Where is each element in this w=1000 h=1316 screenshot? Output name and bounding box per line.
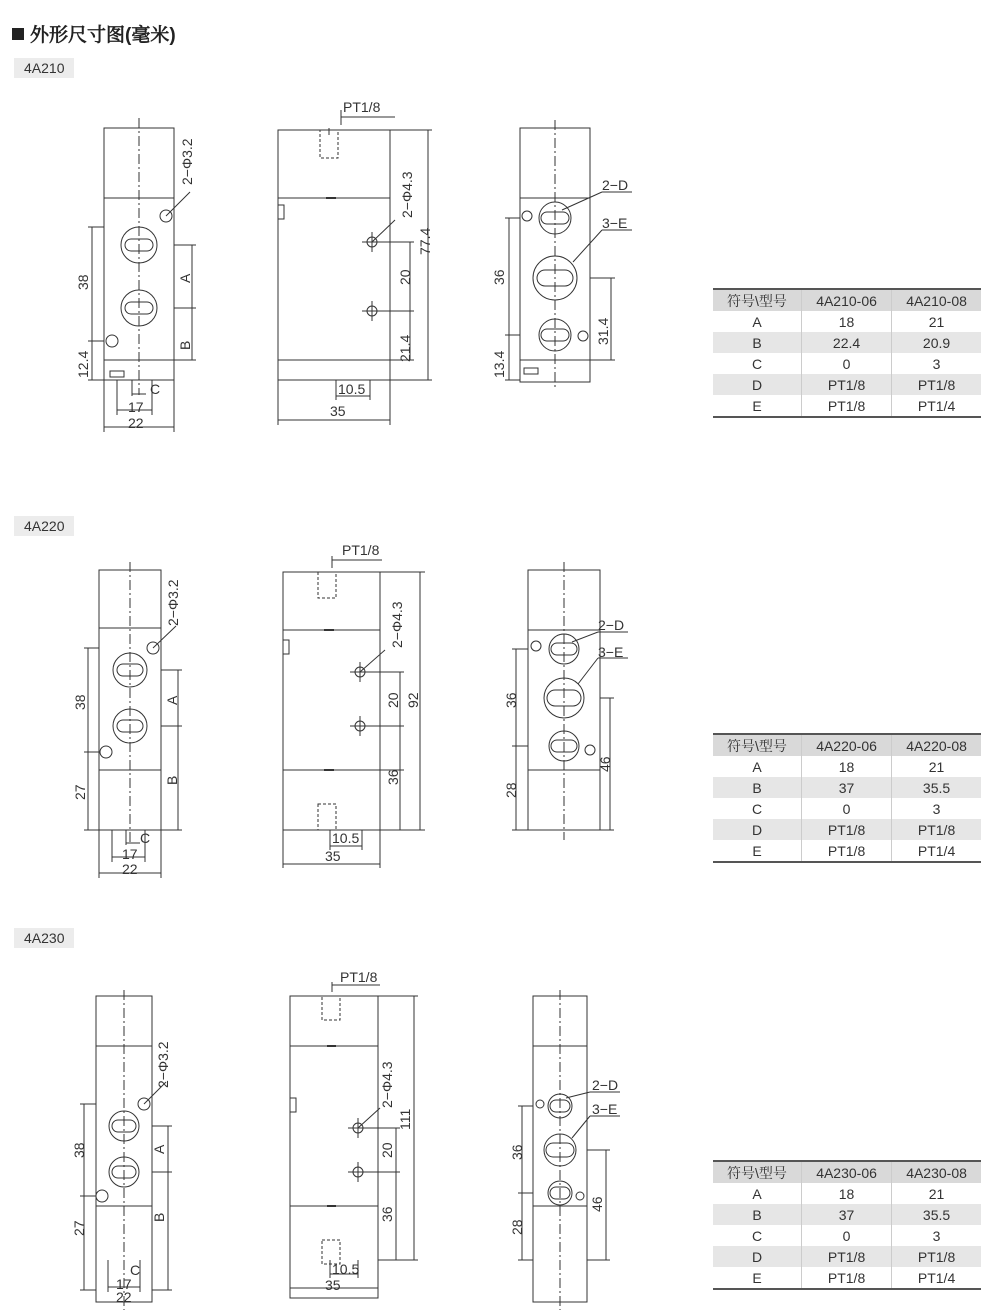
dim-111: 111 (397, 1108, 413, 1130)
dim-46: 46 (589, 1196, 605, 1212)
table-cell: 22.4 (802, 332, 892, 353)
table-cell: 21 (892, 1183, 981, 1204)
label-pt18: PT1/8 (340, 969, 378, 985)
table-cell: C (751, 800, 763, 817)
dim-17: 17 (128, 399, 144, 415)
table-cell: B (713, 332, 802, 353)
table-cell: 37 (802, 1204, 892, 1225)
table-cell: PT1/4 (892, 395, 981, 417)
table-cell: D (713, 1246, 802, 1267)
dim-dia-small: 2−Φ3.2 (155, 1041, 171, 1088)
dim-20: 20 (385, 692, 401, 708)
spec-table-4a230 (713, 1160, 981, 1290)
dim-35: 35 (325, 848, 341, 864)
dim-10-5: 10.5 (338, 381, 366, 397)
table-cell: 20.9 (892, 332, 981, 353)
table-cell: 21 (892, 756, 981, 777)
table-cell: E (713, 395, 802, 417)
label-pt18: PT1/8 (343, 99, 381, 115)
port-3-E: 3−E (598, 644, 624, 660)
dim-36: 36 (509, 1144, 525, 1160)
dims-4a230-front (325, 969, 413, 1293)
table-cell: PT1/4 (892, 1267, 981, 1289)
table-cell: E (713, 840, 802, 862)
dim-36: 36 (379, 1206, 395, 1222)
table-cell: 35.5 (892, 777, 981, 798)
table-header-cell: 符号\型号 (713, 1161, 802, 1183)
table-cell: B (713, 777, 802, 798)
page-title-text: 外形尺寸图(毫米) (30, 25, 176, 46)
dim-38: 38 (75, 274, 91, 290)
dim-B: B (177, 340, 193, 350)
port-3-E: 3−E (592, 1101, 618, 1117)
dim-22: 22 (122, 861, 138, 877)
table-cell: PT1/8 (892, 819, 981, 840)
dims-4a230-end (509, 1077, 618, 1235)
table-cell: 18 (802, 756, 892, 777)
dim-22: 22 (116, 1289, 132, 1305)
dim-38: 38 (71, 1142, 87, 1158)
dim-92: 92 (405, 692, 421, 708)
table-header-cell: 符号\型号 (713, 734, 802, 756)
label-pt18: PT1/8 (342, 542, 380, 558)
table-cell: PT1/8 (802, 819, 892, 840)
dim-dia-big: 2−Φ4.3 (389, 601, 405, 648)
port-2-D: 2−D (592, 1077, 619, 1093)
dims-4a210-side (75, 138, 195, 431)
table-cell: 18 (802, 311, 892, 332)
port-2-D: 2−D (602, 177, 629, 193)
table-cell: E (713, 1267, 802, 1289)
table-cell: 3 (892, 798, 981, 819)
table-cell: 0 (802, 798, 892, 819)
dim-dia-small: 2−Φ3.2 (165, 579, 181, 626)
table-cell: 21 (892, 311, 981, 332)
table-cell: A (752, 1185, 762, 1202)
dim-46: 46 (597, 756, 613, 772)
drawing-4a210-end (505, 120, 632, 390)
spec-table-4a220 (713, 733, 981, 863)
table-cell: B (713, 1204, 802, 1225)
dim-27: 27 (71, 1220, 87, 1236)
dim-35: 35 (325, 1277, 341, 1293)
dim-12-4: 12.4 (75, 350, 91, 378)
dim-C: C (140, 830, 151, 846)
table-cell: C (751, 1227, 763, 1244)
table-cell: 0 (802, 353, 892, 374)
table-header-cell: 4A210-06 (802, 289, 892, 311)
table-header-cell: 4A220-06 (802, 734, 892, 756)
table-header-cell: 4A220-08 (892, 734, 981, 756)
drawing-4a230-front (290, 982, 418, 1298)
dim-36: 36 (491, 269, 507, 285)
dim-22: 22 (128, 415, 144, 431)
table-header-cell: 符号\型号 (713, 289, 802, 311)
section-tag-4a230: 4A230 (14, 928, 74, 948)
table-header-cell: 4A230-08 (892, 1161, 981, 1183)
dim-27: 27 (72, 784, 88, 800)
dim-A: A (177, 273, 193, 283)
dim-A: A (164, 695, 180, 705)
table-cell: 0 (802, 1225, 892, 1246)
dim-C: C (130, 1262, 141, 1278)
table-cell: C (751, 355, 763, 372)
table-cell: 3 (892, 353, 981, 374)
table-cell: 18 (802, 1183, 892, 1204)
table-cell: PT1/8 (802, 395, 892, 417)
port-2-D: 2−D (598, 617, 625, 633)
dim-13-4: 13.4 (491, 350, 507, 378)
dim-17: 17 (116, 1276, 132, 1292)
drawing-4a220-end (512, 562, 628, 840)
dim-dia-big: 2−Φ4.3 (399, 171, 415, 218)
dim-28: 28 (503, 782, 519, 798)
drawing-4a230-end (518, 990, 620, 1310)
dim-dia-big: 2−Φ4.3 (379, 1061, 395, 1108)
section-tag-4a210: 4A210 (14, 58, 74, 78)
table-cell: D (713, 819, 802, 840)
table-cell: PT1/8 (802, 840, 892, 862)
table-cell: A (752, 758, 762, 775)
dim-20: 20 (397, 269, 413, 285)
port-3-E: 3−E (602, 215, 628, 231)
table-cell: 3 (892, 1225, 981, 1246)
table-cell: PT1/8 (892, 1246, 981, 1267)
dim-36: 36 (503, 692, 519, 708)
dim-dia-small: 2−Φ3.2 (179, 138, 195, 185)
table-cell: PT1/8 (802, 1267, 892, 1289)
section-tag-4a220: 4A220 (14, 516, 74, 536)
dim-17: 17 (122, 846, 138, 862)
table-cell: PT1/8 (802, 1246, 892, 1267)
dim-A: A (151, 1144, 167, 1154)
dim-77-4: 77.4 (417, 227, 433, 255)
dim-31-4: 31.4 (595, 317, 611, 345)
dim-20: 20 (379, 1142, 395, 1158)
spec-table-4a210 (713, 288, 981, 418)
table-cell: A (752, 313, 762, 330)
dim-35: 35 (330, 403, 346, 419)
table-cell: 37 (802, 777, 892, 798)
dim-B: B (151, 1212, 167, 1222)
drawing-4a210-front (278, 110, 432, 425)
dim-28: 28 (509, 1219, 525, 1235)
table-cell: D (713, 374, 802, 395)
dims-4a210-front (330, 99, 433, 419)
dim-36: 36 (385, 769, 401, 785)
dim-10-5: 10.5 (332, 1261, 360, 1277)
dim-38: 38 (72, 694, 88, 710)
table-header-cell: 4A230-06 (802, 1161, 892, 1183)
dims-4a230-side (71, 1041, 171, 1305)
dims-4a220-front (325, 542, 421, 864)
table-cell: 35.5 (892, 1204, 981, 1225)
dim-B: B (164, 775, 180, 785)
dim-C: C (150, 381, 161, 397)
dim-21-4: 21.4 (397, 334, 413, 362)
dim-10-5: 10.5 (332, 830, 360, 846)
table-header-cell: 4A210-08 (892, 289, 981, 311)
table-cell: PT1/4 (892, 840, 981, 862)
table-cell: PT1/8 (892, 374, 981, 395)
table-cell: PT1/8 (802, 374, 892, 395)
